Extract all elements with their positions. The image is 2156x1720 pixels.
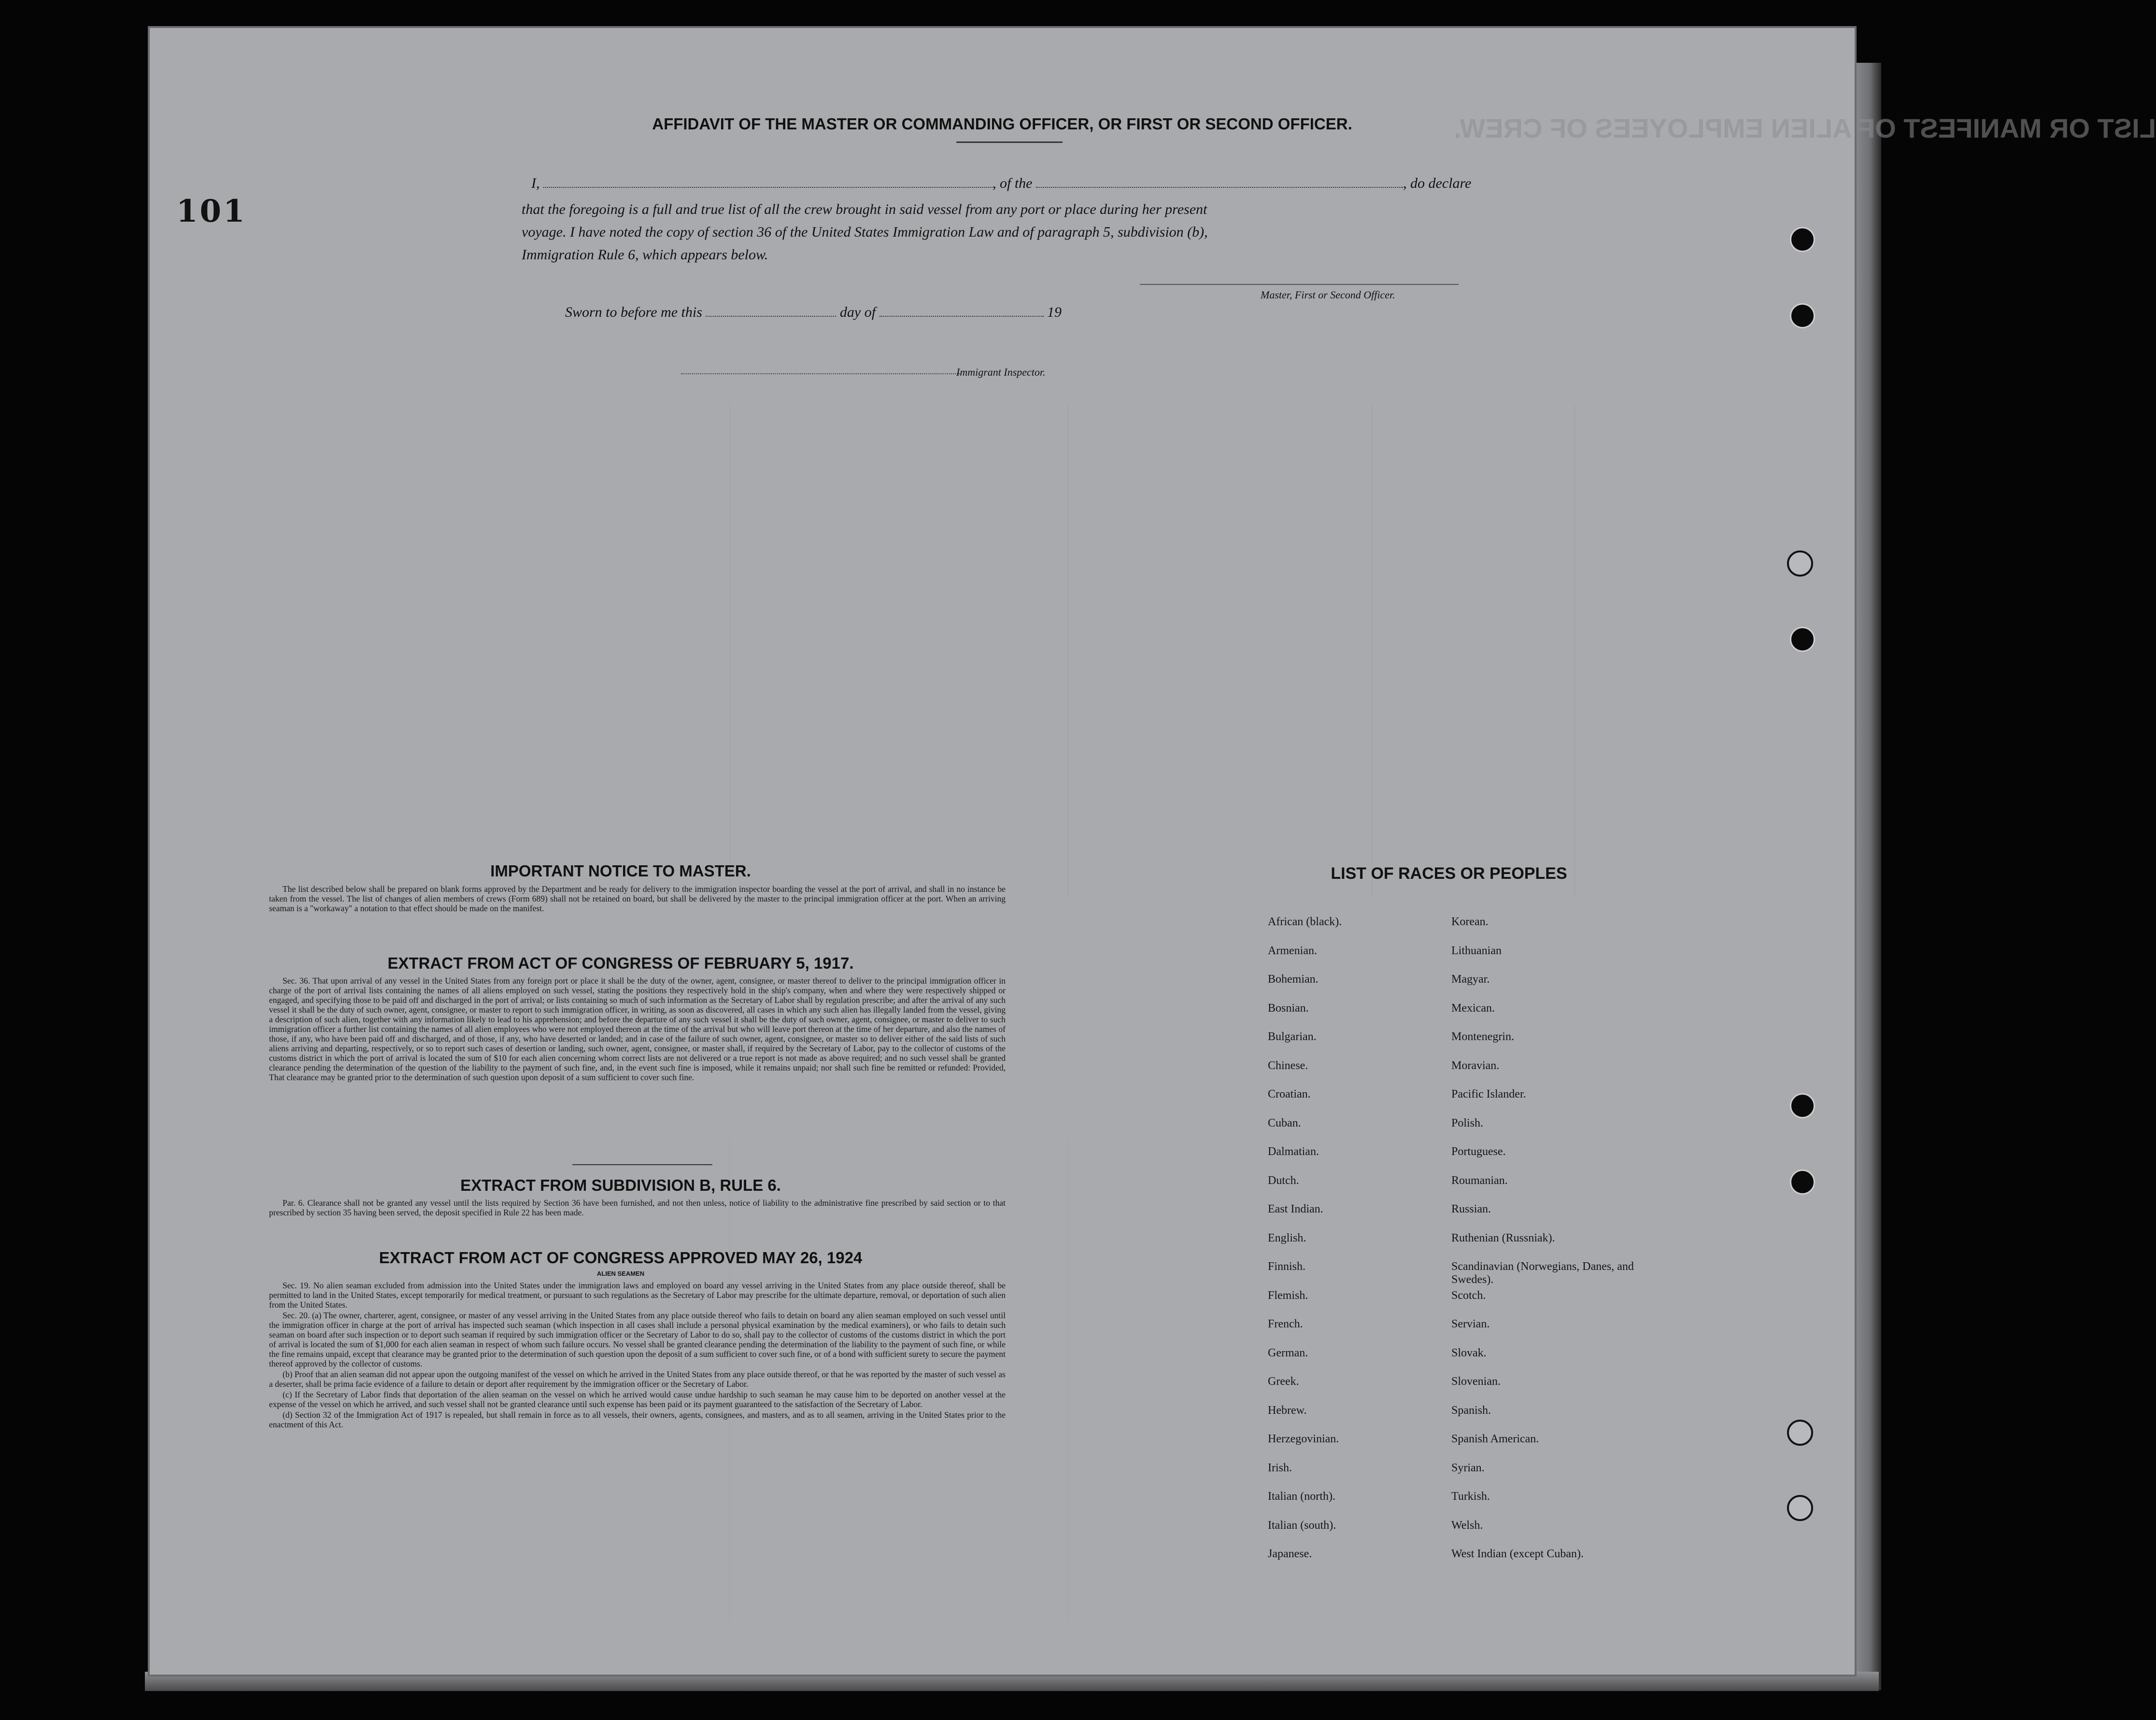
extract-1917-title: EXTRACT FROM ACT OF CONGRESS OF FEBRUARY 5, 1917. [387, 954, 854, 972]
of-the-label: , of the [993, 175, 1033, 191]
races-title: LIST OF RACES OR PEOPLES [1331, 864, 1567, 883]
margin-number: 101 [176, 193, 247, 229]
race-item: Servian. [1451, 1318, 1490, 1330]
race-item: East Indian. [1268, 1203, 1323, 1215]
race-item: Moravian. [1451, 1059, 1500, 1072]
race-item: Dalmatian. [1268, 1145, 1319, 1158]
race-item: Cuban. [1268, 1116, 1301, 1129]
race-item: Japanese. [1268, 1548, 1312, 1560]
year-prefix: 19 [1047, 304, 1062, 320]
document-sheet [150, 28, 2156, 1675]
vessel-name-field[interactable] [1036, 187, 1403, 188]
declaration-body-line: voyage. I have noted the copy of section 36 of the United States Immigration Law and of paragraph 5, subdivision (b), [522, 224, 1208, 240]
race-item: Bulgarian. [1268, 1030, 1317, 1043]
race-item: Pacific Islander. [1451, 1088, 1526, 1100]
extract-rule6-paragraph: Par. 6. Clearance shall not be granted any vessel until the lists required by Section 36 have been furnished, and not then unless, notice of liability to the administrative fine prescribed by said section or to that prescribed by section 35 having been served, the deposit specified in Rule 22 has been made. [269, 1198, 1006, 1217]
race-item: Russian. [1451, 1203, 1491, 1215]
day-of-label: day of [839, 304, 876, 320]
binding-hole [1787, 1495, 1813, 1521]
race-item: Bohemian. [1268, 973, 1319, 986]
notice-paragraph: The list described below shall be prepared on blank forms approved by the Department and be ready for delivery to the immigration inspector boarding the vessel at the port of arrival, and shall in no instance be taken from the vessel. The list of changes of alien members of crews (Form 689) shall not be retained on board, but shall be delivered by the master to the principal immigration officer at the port. When an arriving seaman is a "workaway" a notation to that effect should be made on the manifest. [269, 884, 1006, 913]
declaration-line [531, 175, 1628, 192]
race-item: Slovenian. [1451, 1375, 1501, 1388]
race-item: Irish. [1268, 1461, 1292, 1474]
binding-hole [1787, 550, 1813, 577]
extract-1924-paragraph: Sec. 20. (a) The owner, charterer, agent, consignee, or master of any vessel arriving in the United States from any place outside thereof who fails to detain on board any alien seaman employed on such vessel until the immigration officer in charge at the port of arrival has inspected such seaman (which inspection in all cases shall include a personal physical examination by the medical examiners), or who fails to detain such seaman on board after such inspection or to deport such seaman if required by such immigration officer or the Secretary of Labor to do so, shall pay to the collector of customs of the customs district in which the port of arrival is located the sum of $1,000 for each alien seaman in respect of whom such failure occurs. No vessel shall be granted clearance pending the determination of the liability to the payment of such fine, or while the fine remains unpaid, except that clearance may be granted prior to the determination of such question upon the deposit of a sum sufficient to cover such fine, or of a bond with sufficient surety to secure the payment thereof approved by the collector of customs. [269, 1311, 1006, 1368]
race-item: Greek. [1268, 1375, 1299, 1388]
race-item: Flemish. [1268, 1289, 1308, 1302]
bleed-through-title: LIST OR MANIFEST OF ALIEN EMPLOYEES OF CREW. [1454, 113, 2156, 143]
race-item: Armenian. [1268, 944, 1317, 957]
race-item: Bosnian. [1268, 1001, 1309, 1015]
race-item: Portuguese. [1451, 1145, 1506, 1158]
sworn-label: Sworn to before me this [565, 304, 702, 320]
title-divider [956, 141, 1063, 143]
binding-hole [1790, 627, 1815, 652]
extract-rule6-body [269, 1198, 1006, 1218]
race-item: English. [1268, 1231, 1306, 1244]
race-item: West Indian (except Cuban). [1451, 1548, 1584, 1560]
extract-1917-paragraph: Sec. 36. That upon arrival of any vessel in the United States from any foreign port or place it shall be the duty of the owner, agent, consignee, or master thereof to deliver to the principal immigration officer in charge of the port of arrival lists containing the names of all aliens employed on such vessel, stating the positions they respectively hold in the ship's company, when and where they were respectively shipped or engaged, and specifying those to be paid off and discharged in the port of arrival; or lists containing so much of such information as the Secretary of Labor shall by regulation prescribe; and after the arrival of any such vessel it shall be the duty of such owner, agent, consignee, or master to report to such immigration officer, in writing, as soon as discovered, all cases in which any such alien has illegally landed from the vessel, giving a description of such alien, together with any information likely to lead to his apprehension; and before the departure of any such vessel it shall be the duty of such owner, agent, consignee, or master to deliver to such immigration officer a further list containing the names of all alien employees who were not employed thereon at the time of the arrival but who will leave port thereon at the time of her departure, and also the names of those, if any, who have been paid off and discharged, and of those, if any, who have deserted or landed; and in case of the failure of such owner, agent, consignee, or master so to deliver either of the said lists of such aliens arriving and departing, respectively, or so to report such cases of desertion or landing, such owner, agent, consignee, or master shall, if required by the Secretary of Labor, pay to the collector of customs of the customs district in which the port of arrival is located the sum of $10 for each alien concerning whom correct lists are not delivered or a true report is not made as above required; and no such vessel shall be granted clearance pending the determination of the question of the liability to the payment of such fine, and, in the event such fine is imposed, while it remains unpaid; nor shall such fine be remitted or refunded: Provided, That clearance may be granted prior to the determination of such question upon deposit of a sum sufficient to cover such fine. [269, 976, 1006, 1082]
binding-hole [1790, 1093, 1815, 1118]
binding-hole [1790, 227, 1815, 252]
race-item: Scandinavian (Norwegians, Danes, and Swedes). [1451, 1260, 1634, 1286]
race-item: Spanish. [1451, 1404, 1491, 1417]
race-item: African (black). [1268, 916, 1342, 928]
bleed-through-column-line [1574, 405, 1575, 897]
races-left-column [1268, 916, 1447, 1577]
extract-rule6-title: EXTRACT FROM SUBDIVISION B, RULE 6. [460, 1176, 781, 1194]
binding-hole [1790, 1170, 1815, 1195]
extract-1924-title: EXTRACT FROM ACT OF CONGRESS APPROVED MAY 26, 1924 [379, 1249, 863, 1267]
extract-1924-body [269, 1281, 1006, 1430]
binding-hole [1787, 1420, 1813, 1446]
master-signature-line[interactable] [1140, 284, 1459, 285]
inspector-signature-label: Immigrant Inspector. [956, 366, 1046, 378]
declaration-body-line: Immigration Rule 6, which appears below. [522, 247, 768, 263]
bleed-through-column-line [1067, 405, 1068, 897]
races-right-column [1451, 916, 1654, 1577]
sheet-bottom-edge [145, 1672, 1879, 1691]
race-item: Slovak. [1451, 1346, 1487, 1359]
race-item: Herzegovinian. [1268, 1433, 1339, 1445]
extract-1924-paragraph: Sec. 19. No alien seaman excluded from admission into the United States under the immigration laws and employed on board any vessel arriving in the United States from any place outside thereof, shall be permitted to land in the United States, except temporarily for medical treatment, or pursuant to such regulations as the Secretary of Labor may prescribe for the ultimate departure, removal, or deportation of such alien from the United States. [269, 1281, 1006, 1310]
section-divider [572, 1164, 712, 1165]
race-item: Italian (north). [1268, 1490, 1335, 1503]
race-item: Croatian. [1268, 1088, 1311, 1100]
race-item: Korean. [1451, 916, 1489, 928]
extract-1924-paragraph: (c) If the Secretary of Labor finds that deportation of the alien seaman on the vessel on which he arrived would cause undue hardship to such seaman he may cause him to be deported on another vessel at the expense of the vessel on which he arrived, and such vessel shall not be granted clearance until such expense has been paid or its payment guaranteed to the satisfaction of the Secretary of Labor. [269, 1390, 1006, 1409]
declaration-body [522, 198, 1628, 266]
sworn-line [565, 304, 1062, 321]
race-item: Chinese. [1268, 1059, 1308, 1072]
race-item: Lithuanian [1451, 944, 1502, 957]
extract-1924-paragraph: (d) Section 32 of the Immigration Act of 1917 is repealed, but shall remain in force as to all vessels, their owners, agents, consignees, and masters, and as to all seamen, arriving in the United States prior to the enactment of this Act. [269, 1410, 1006, 1429]
race-item: Hebrew. [1268, 1404, 1307, 1417]
race-item: Ruthenian (Russniak). [1451, 1231, 1555, 1244]
race-item: Scotch. [1451, 1289, 1486, 1302]
affidavit-title: AFFIDAVIT OF THE MASTER OR COMMANDING OFFICER, OR FIRST OR SECOND OFFICER. [652, 115, 1352, 133]
race-item: Polish. [1451, 1116, 1484, 1129]
extract-1924-paragraph: (b) Proof that an alien seaman did not appear upon the outgoing manifest of the vessel on which he arrived in the United States from any place outside thereof, or that he was reported by the master of such vessel as a deserter, shall be prima facie evidence of a failure to detain or deport after requirement by the immigration officer or the Secretary of Labor. [269, 1369, 1006, 1389]
declaration-body-line: that the foregoing is a full and true list of all the crew brought in said vessel from any port or place during her present [522, 201, 1207, 217]
race-item: Mexican. [1451, 1001, 1495, 1015]
race-item: Syrian. [1451, 1461, 1485, 1474]
binding-hole [1790, 303, 1815, 328]
race-item: Welsh. [1451, 1519, 1483, 1532]
race-item: Roumanian. [1451, 1174, 1508, 1187]
race-item: German. [1268, 1346, 1308, 1359]
master-signature-label: Master, First or Second Officer. [1261, 289, 1395, 301]
race-item: Spanish American. [1451, 1433, 1539, 1445]
notice-body [269, 884, 1006, 914]
declaration-i-label: I, [531, 175, 540, 191]
race-item: French. [1268, 1318, 1303, 1330]
race-item: Finnish. [1268, 1260, 1306, 1273]
sheet-edge-shadow [1852, 63, 1881, 1690]
race-item: Dutch. [1268, 1174, 1299, 1187]
sworn-month-field[interactable] [879, 316, 1044, 317]
notice-title: IMPORTANT NOTICE TO MASTER. [490, 862, 751, 880]
officer-name-field[interactable] [543, 187, 993, 188]
do-declare-label: , do declare [1403, 175, 1472, 191]
extract-1924-subtitle: ALIEN SEAMEN [596, 1270, 645, 1277]
bleed-through-column-line [729, 405, 730, 897]
sworn-day-field[interactable] [706, 316, 836, 317]
extract-1917-body [269, 976, 1006, 1083]
inspector-signature-line[interactable] [681, 373, 961, 374]
race-item: Magyar. [1451, 973, 1490, 986]
race-item: Turkish. [1451, 1490, 1490, 1503]
race-item: Montenegrin. [1451, 1030, 1514, 1043]
bleed-through-column-line [1067, 1139, 1068, 1621]
race-item: Italian (south). [1268, 1519, 1336, 1532]
bleed-through-column-line [1372, 405, 1373, 897]
